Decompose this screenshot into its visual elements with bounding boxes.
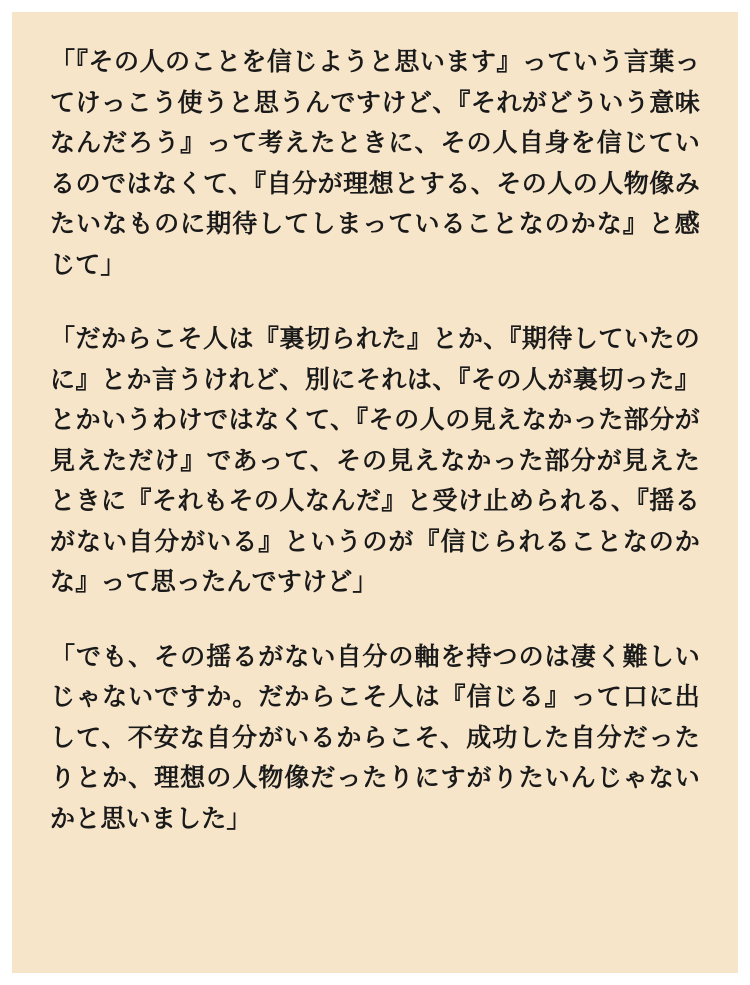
quote-paragraph-2: 「だからこそ人は『裏切られた』とか、『期待していたのに』とか言うけれど、別にそれは、『その人が裏切った』とかいうわけではなくて、『その人の見えなかった部分が見えただけ』であって、その見えなかった部分が見えたときに『それもその人なんだ』と受け止められる、『揺るがない自分がいる』というのが『信じられることなのかな』って思ったんですけど」 [50, 324, 700, 596]
quote-card [12, 12, 738, 973]
quote-paragraph-1: 「『その人のことを信じようと思います』っていう言葉ってけっこう使うと思うんですけど、『それがどういう意味なんだろう』って考えたときに、その人自身を信じているのではなくて、『自分が理想とする、その人の人物像みたいなものに期待してしまっていることなのかな』と感じて」 [50, 47, 700, 279]
quote-paragraph-3: 「でも、その揺るがない自分の軸を持つのは凄く難しいじゃないですか。だからこそ人は『信じる』って口に出して、不安な自分がいるからこそ、成功した自分だったりとか、理想の人物像だったりにすがりたいんじゃないかと思いました」 [50, 641, 700, 833]
